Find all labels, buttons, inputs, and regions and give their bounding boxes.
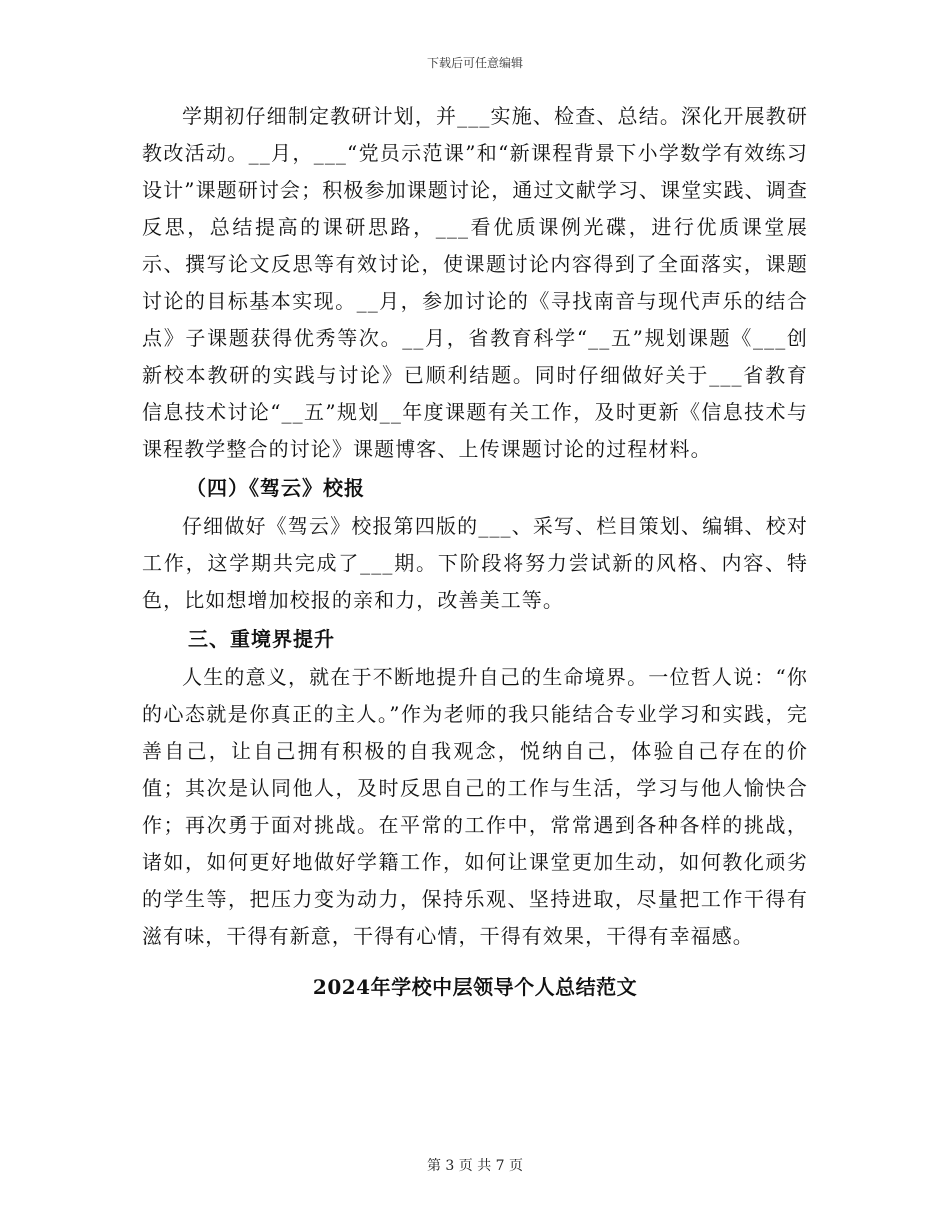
page-number: 第 3 页 共 7 页 bbox=[426, 1158, 524, 1174]
subheading-school-newspaper: （四）《驾云》校报 bbox=[186, 476, 365, 500]
paragraph-realm-improvement: 人生的意义，就在于不断地提升自己的生命境界。一位哲人说：“你的心态就是你真正的主人。”作为老师的我只能结合专业学习和实践，完善自己，让自己拥有积极的自我观念，悦纳自己，体验自己存在的价值；其次是认同他人，及时反思自己的工作与生活，学习与他人愉快合作；再次勇于面对挑战。在平常的工作中，常常遇到各种各样的挑战，诸如，如何更好地做好学籍工作，如何让课堂更加生动，如何教化顽劣的学生等，把压力变为动力，保持乐观、坚持进取，尽量把工作干得有滋有味，干得有新意，干得有心情，干得有效果，干得有幸福感。 bbox=[142, 665, 808, 948]
document-body bbox=[142, 98, 808, 1007]
paragraph-research-activities: 学期初仔细制定教研计划，并___实施、检查、总结。深化开展教研教改活动。__月，___“党员示范课”和“新课程背景下小学数学有效练习设计”课题研讨会；积极参加课题讨论，通过文献学习、课堂实践、调查反思，总结提高的课研思路，___看优质课例光碟，进行优质课堂展示、撰写论文反思等有效讨论，使课题讨论内容得到了全面落实，课题讨论的目标基本实现。__月，参加讨论的《寻找南音与现代声乐的结合点》子课题获得优秀等次。__月，省教育科学“__五”规划课题《___创新校本教研的实践与讨论》已顺利结题。同时仔细做好关于___省教育信息技术讨论“__五”规划__年度课题有关工作，及时更新《信息技术与课程教学整合的讨论》课题博客、上传课题讨论的过程材料。 bbox=[142, 104, 808, 461]
section-heading-realm-improvement: 三、重境界提升 bbox=[188, 627, 335, 651]
paragraph-school-newspaper: 仔细做好《驾云》校报第四版的___、采写、栏目策划、编辑、校对工作，这学期共完成了___期。下阶段将努力尝试新的风格、内容、特色，比如想增加校报的亲和力，改善美工等。 bbox=[142, 514, 808, 612]
document-title: 2024年学校中层领导个人总结范文 bbox=[312, 975, 638, 999]
page-header-note: 下载后可任意编辑 bbox=[426, 56, 523, 70]
